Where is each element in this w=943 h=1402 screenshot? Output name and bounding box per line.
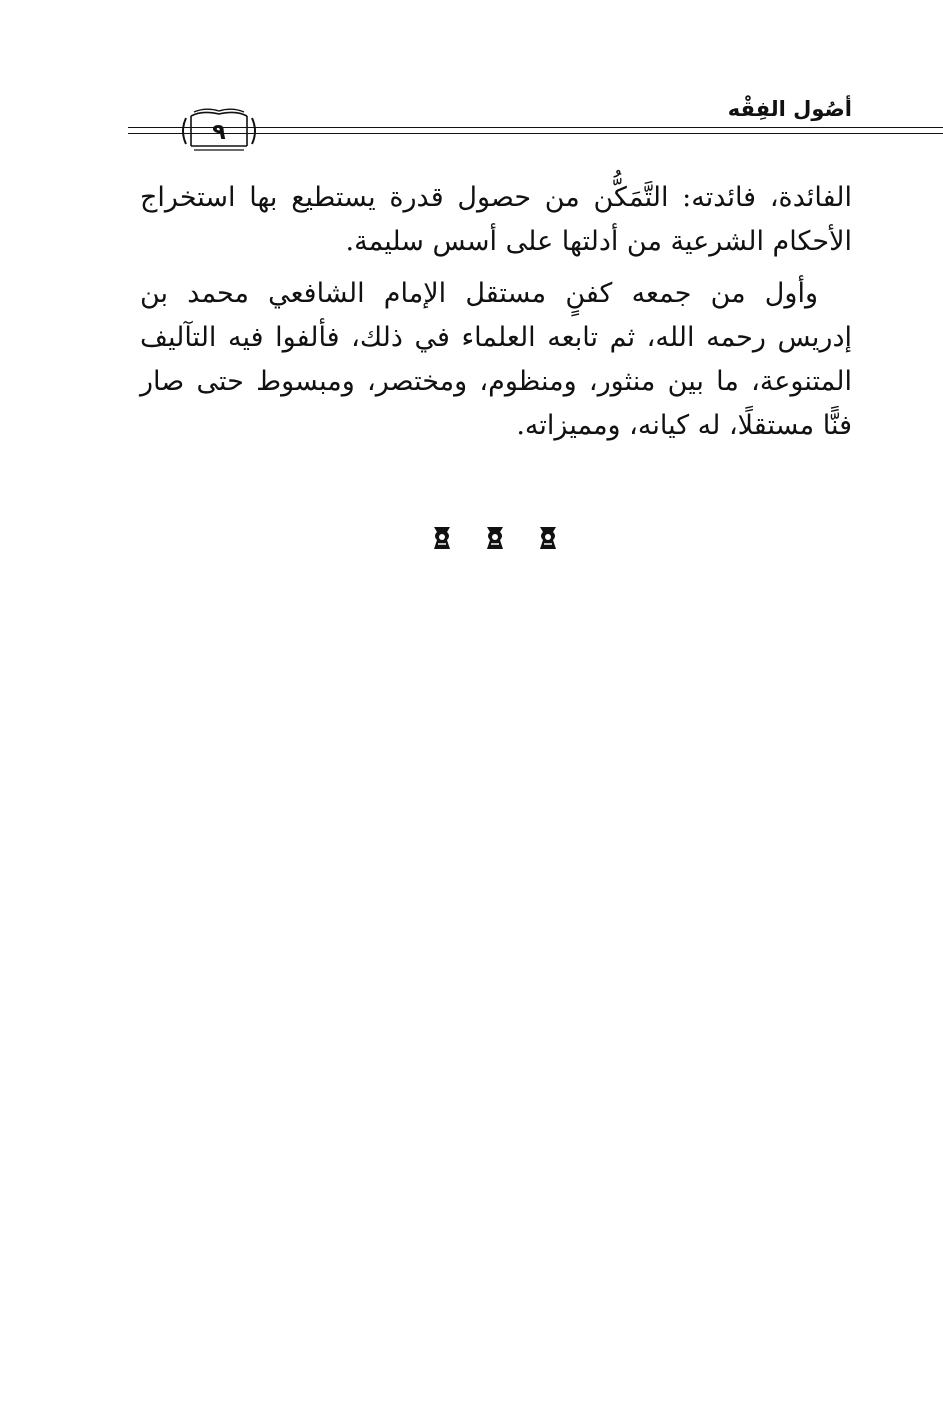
section-end-ornaments [430,524,560,554]
page-number-frame [178,108,260,154]
page-number: ٩ [212,120,226,145]
text-line: فنًّا مستقلًا، له كيانه، ومميزاته. [516,410,852,441]
header-rule-left [140,127,176,134]
paragraph-benefit [140,176,852,264]
paragraph-history [140,272,852,448]
running-title: أصُول الفِقْه [727,97,852,121]
floral-ornament-icon [430,524,454,552]
text-line: وأول من جمعه كفنٍ مستقل الإمام الشافعي محمد بن [140,278,818,309]
text-line: المتنوعة، ما بين منثور، ومنظوم، ومختصر، ومبسوط حتى صار [140,366,852,397]
text-line: الأحكام الشرعية من أدلتها على أسس سليمة. [345,226,852,257]
text-line: إدريس رحمه الله، ثم تابعه العلماء في ذلك، فألفوا فيه التآليف [140,322,852,353]
floral-ornament-icon [483,524,507,552]
body-text [140,176,852,456]
text-line: الفائدة، فائدته: التَّمَكُّن من حصول قدرة يستطيع بها استخراج [140,182,852,213]
floral-ornament-icon [536,524,560,552]
